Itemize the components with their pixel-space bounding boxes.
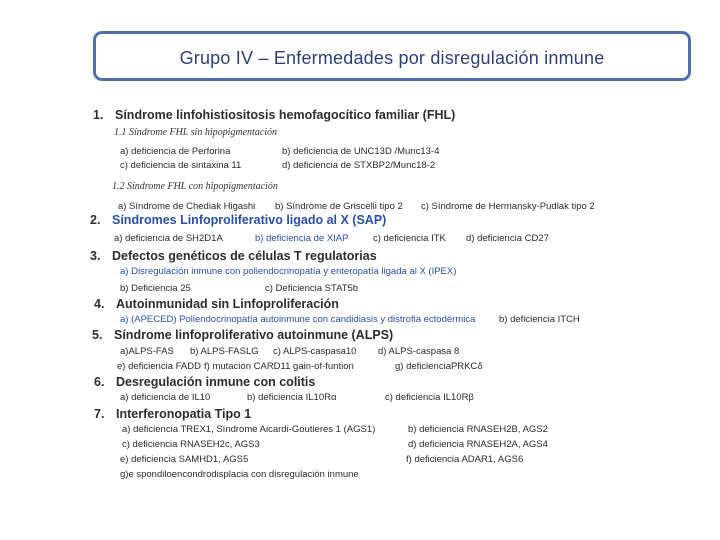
list-item: b) deficiencia IL10Rα — [247, 392, 337, 403]
list-item: a) (APECED) Poliendocrinopatía autoinmune con candidiasis y distrofia ectodérmica — [120, 314, 476, 325]
section-4-heading — [94, 297, 339, 311]
list-item: c) deficiencia IL10Rβ — [385, 392, 474, 403]
list-item: b) ALPS-FASLG — [190, 346, 259, 357]
list-item: c) deficiencia de sintaxina 11 — [120, 160, 242, 171]
list-item: a) deficiencia de Perforina — [120, 146, 231, 157]
list-item: b) Síndrome de Griscelli tipo 2 — [275, 201, 403, 212]
list-item: e) deficiencia SAMHD1, AGS5 — [120, 454, 249, 465]
subsection-1-2-label: 1.2 Síndrome FHL con hipopigmentación — [112, 181, 278, 192]
section-3-heading — [90, 249, 377, 263]
list-item: d) deficiencia de STXBP2/Munc18-2 — [282, 160, 436, 171]
list-item: c) deficiencia RNASEH2c, AGS3 — [122, 439, 260, 450]
section-6-heading — [94, 375, 315, 389]
list-item: a)ALPS-FAS — [120, 346, 174, 357]
section-title: Interferonopatia Tipo 1 — [116, 407, 252, 421]
section-title: Defectos genéticos de células T regulatorias — [112, 249, 377, 263]
list-item: f) mutación CARD11 gain-of-funtion — [204, 361, 354, 372]
list-item: a) deficiencia TREX1, Síndrome Aicardi-Goutieres 1 (AGS1) — [122, 424, 376, 435]
section-title: Autoinmunidad sin Linfoproliferación — [116, 297, 339, 311]
list-item: a) Síndrome de Chediak Higashi — [118, 201, 256, 212]
title-box — [93, 31, 691, 81]
section-number: 2. — [90, 213, 101, 227]
section-number: 1. — [93, 108, 104, 122]
list-item: g) deficienciaPRKCδ — [395, 361, 483, 372]
list-item: a) Disregulación inmune con poliendocrinopatía y enteropatía ligada al X (IPEX) — [120, 266, 457, 277]
section-title: Síndromes Linfoproliferativo ligado al X (SAP) — [112, 213, 387, 227]
list-item: b) deficiencia ITCH — [499, 314, 580, 325]
list-item: d) deficiencia CD27 — [466, 233, 549, 244]
section-title: Desregulación inmune con colitis — [116, 375, 316, 389]
list-item: g)e spondiloencondrodisplacia con disregulación inmune — [120, 469, 359, 480]
section-number: 4. — [94, 297, 105, 311]
list-item: a) deficiencia de IL10 — [120, 392, 211, 403]
list-item: c) deficiencia ITK — [373, 233, 446, 244]
section-number: 7. — [94, 407, 105, 421]
section-number: 6. — [94, 375, 105, 389]
slide-title: Grupo IV – Enfermedades por disregulación inmune — [179, 48, 605, 68]
section-7-heading — [94, 407, 251, 421]
list-item: b) Deficiencia 25 — [120, 283, 191, 294]
list-item: b) deficiencia RNASEH2B, AGS2 — [408, 424, 548, 435]
list-item: c) ALPS-caspasa10 — [273, 346, 357, 357]
list-item: e) deficiencia FADD — [117, 361, 201, 372]
subsection-1-1-label: 1.1 Síndrome FHL sin hipopigmentación — [114, 127, 278, 138]
list-item: f) deficiencia ADAR1, AGS6 — [406, 454, 524, 465]
section-title: Síndrome linfoproliferativo autoinmune (ALPS) — [114, 328, 394, 342]
section-5-heading — [92, 328, 393, 342]
section-title: Síndrome linfohistiositosis hemofagocítico familiar (FHL) — [115, 108, 456, 122]
list-item: b) deficiencia de UNC13D /Munc13-4 — [282, 146, 440, 157]
section-2-heading — [90, 213, 386, 227]
list-item: a) deficiencia de SH2D1A — [114, 233, 223, 244]
list-item: d) deficiencia RNASEH2A, AGS4 — [408, 439, 548, 450]
list-item: b) deficiencia de XIAP — [255, 233, 349, 244]
section-number: 5. — [92, 328, 103, 342]
list-item: c) Deficiencia STAT5b — [265, 283, 359, 294]
list-item: c) Síndrome de Hermansky-Pudlak tipo 2 — [421, 201, 595, 212]
section-number: 3. — [90, 249, 101, 263]
list-item: d) ALPS-caspasa 8 — [378, 346, 460, 357]
section-1-heading — [93, 108, 455, 122]
